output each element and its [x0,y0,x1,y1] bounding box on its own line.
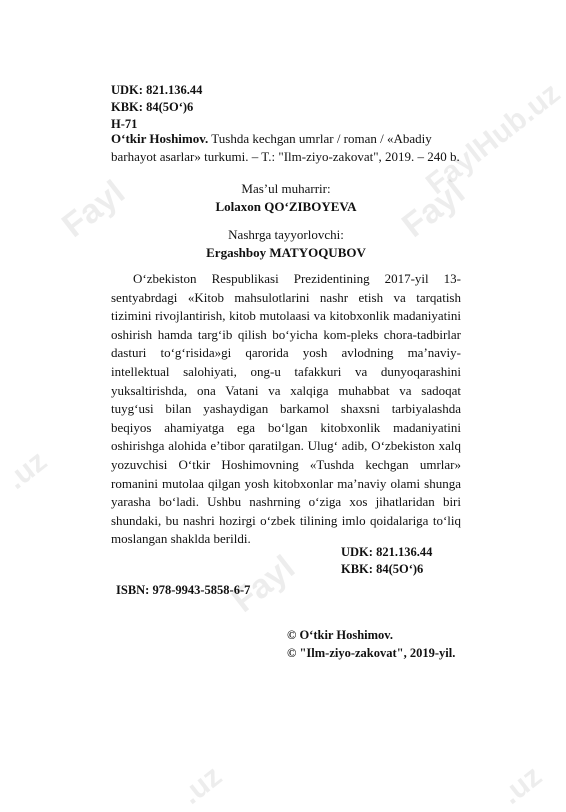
kbk-code: KBK: 84(5O‘)6 [111,100,194,114]
classification-codes-bottom [341,544,432,578]
copyright-publisher: © "Ilm-ziyo-zakovat", 2019-yil. [287,646,456,660]
annotation-paragraph: O‘zbekiston Respublikasi Prezidentining 2017-yil 13-sentyabrdagi «Kitob mahsulotlarini nashr etish va tarqatish tizimini rivojlantirish, kitob mutolaasi va kitobxonlik madaniyatini oshirish hamda targ‘ib qilish bo‘yicha kom-pleks chora-tadbirlar dasturi to‘g‘risida»gi qaroridа yosh avlodning ma’naviy-intellektual salohiyati, ong-u tafakkuri va dunyoqarashini yuksaltirishda, ona Vatani va xalqiga muhabbat va sadoqat tuyg‘usi bilan yashaydigan barkamol shaxsni tarbiyalashda beqiyos ahamiyatga ega bo‘lgan kitobxonlik madaniyatini oshirishga alohida e’tibor qaratilgan. Ulug‘ adib, O‘zbekiston xalq yozuvchisi O‘tkir Hoshimovning «Tushda kechgan umrlar» romanini mutolaa qilgan yosh kitobxonlar ma’naviy olami shunga yarasha bo‘ladi. Ushbu nashrning o‘ziga xos jihatlaridan biri shundaki, bu nashri hozirgi o‘zbek tilining imlo qoidalariga to‘liq moslangan shaklda berildi. [111,271,461,547]
watermark: .uz [175,759,229,812]
watermark: .uz [0,444,54,497]
preparer-credit [111,226,461,262]
udk-code-bottom: UDK: 821.136.44 [341,545,433,559]
bibliographic-record [111,130,461,166]
watermark: .uz [495,759,549,812]
preparer-label: Nashrga tayyorlovchi: [228,227,344,242]
classification-codes [111,82,202,133]
copyright-block [287,626,455,662]
editor-name: Lolaxon QO‘ZIBOYEVA [215,199,357,214]
kbk-code-bottom: KBK: 84(5O‘)6 [341,562,424,576]
biblio-text: Tushda kechgan umrlar / roman / «Abadiy barhayot asarlar» turkumi. – T.: "Ilm-ziyo-zakovat", 2019. – 240 b. [111,131,460,164]
biblio-author: O‘tkir Hoshimov. [111,131,209,146]
preparer-name: Ergashboy MATYOQUBOV [206,245,366,260]
udk-code: UDK: 821.136.44 [111,83,203,97]
copyright-author: © O‘tkir Hoshimov. [287,628,393,642]
watermark: Fayl [55,173,133,245]
isbn: ISBN: 978-9943-5858-6-7 [116,583,251,597]
watermark: FaylHub.uz [420,76,566,202]
watermark: Fayl [225,548,303,620]
watermark: Fayl [395,173,473,245]
author-index: H-71 [111,117,138,131]
editor-credit [111,180,461,216]
editor-label: Mas’ul muharrir: [241,181,331,196]
